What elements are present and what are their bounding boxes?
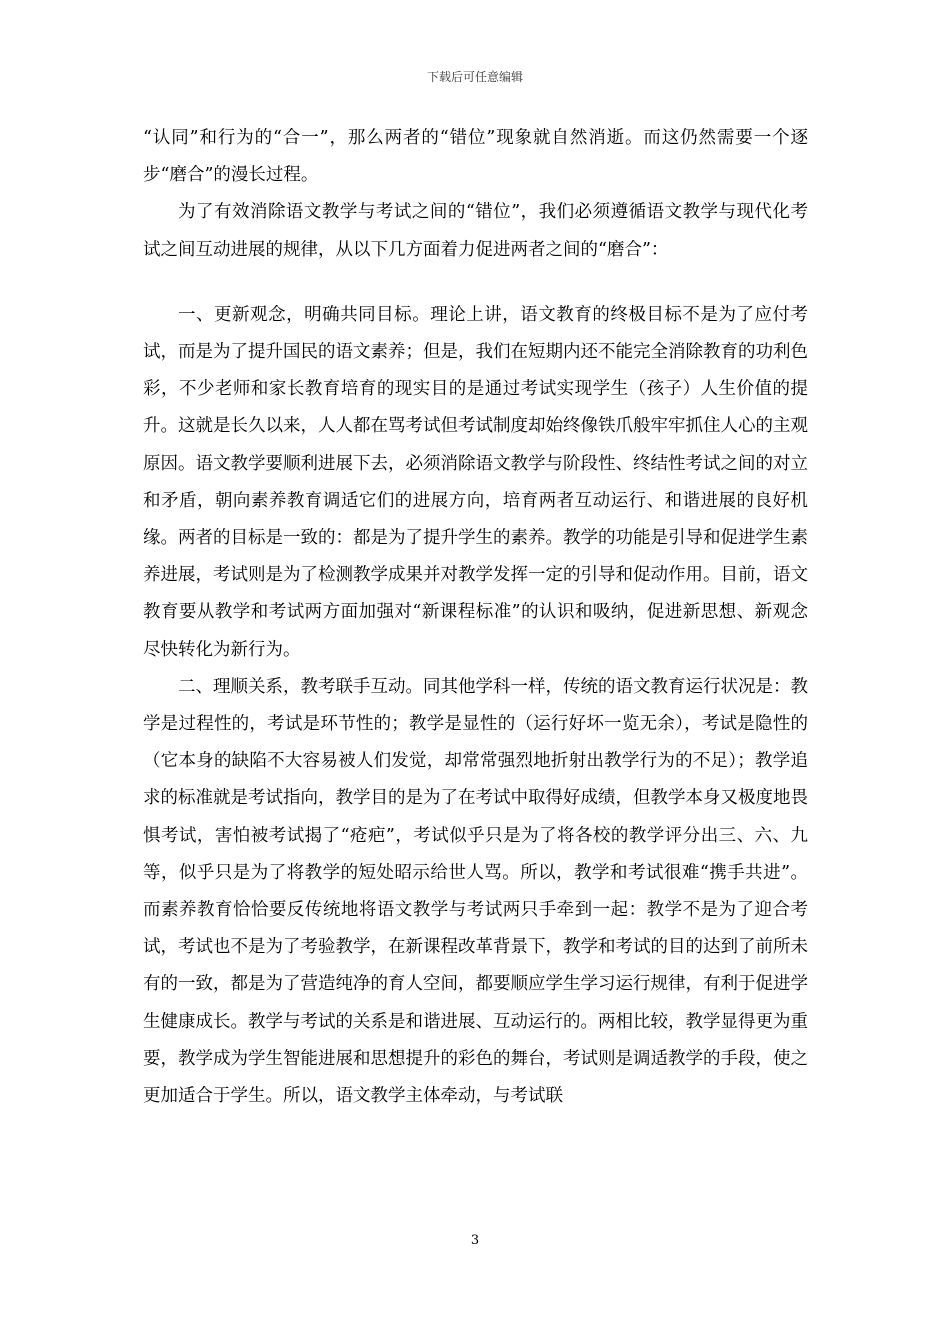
paragraph-point-one: 一、更新观念，明确共同目标。理论上讲，语文教育的终极目标不是为了应付考试，而是为了提升国民的语文素养；但是，我们在短期内还不能完全消除教育的功利色彩，不少老师和家长教育培育的现实目的是通过考试实现学生（孩子）人生价值的提升。这就是长久以来，人人都在骂考试但考试制度却始终像铁爪般牢牢抓住人心的主观原因。语文教学要顺利进展下去，必须消除语文教学与阶段性、终结性考试之间的对立和矛盾，朝向素养教育调适它们的进展方向，培育两者互动运行、和谐进展的良好机缘。两者的目标是一致的：都是为了提升学生的素养。教学的功能是引导和促进学生素养进展，考试则是为了检测教学成果并对教学发挥一定的引导和促动作用。目前，语文教育要从教学和考试两方面加强对“新课程标准”的认识和吸纳，促进新思想、新观念尽快转化为新行为。: [143, 304, 808, 660]
page-header: 下载后可任意编辑: [426, 70, 523, 84]
page-number: 3: [470, 1233, 480, 1248]
paragraph-point-two: 二、理顺关系，教考联手互动。同其他学科一样，传统的语文教育运行状况是：教学是过程性的，考试是环节性的；教学是显性的（运行好坏一览无余），考试是隐性的（它本身的缺陷不大容易被人们发觉，却常常强烈地折射出教学行为的不足）；教学追求的标准就是考试指向，教学目的是为了在考试中取得好成绩，但教学本身又极度地畏惧考试，害怕被考试揭了“疮疤”，考试似乎只是为了将各校的教学评分出三、六、九等，似乎只是为了将教学的短处昭示给世人骂。所以，教学和考试很难“携手共进”。而素养教育恰恰要反传统地将语文教学与考试两只手牵到一起：教学不是为了迎合考试，考试也不是为了考验教学，在新课程改革背景下，教学和考试的目的达到了前所未有的一致，都是为了营造纯净的育人空间，都要顺应学生学习运行规律，有利于促进学生健康成长。教学与考试的关系是和谐进展、互动运行的。两相比较，教学显得更为重要，教学成为学生智能进展和思想提升的彩色的舞台，考试则是调适教学的手段，使之更加适合于学生。所以，语文教学主体牵动，与考试联: [143, 676, 808, 1107]
paragraph-continuation: “认同”和行为的“合一”，那么两者的“错位”现象就自然消逝。而这仍然需要一个逐步“磨合”的漫长过程。: [143, 128, 808, 186]
paragraph-intro: 为了有效消除语文教学与考试之间的“错位”，我们必须遵循语文教学与现代化考试之间互动进展的规律，从以下几方面着力促进两者之间的“磨合”：: [143, 202, 808, 260]
blank-line: [143, 269, 808, 297]
document-body: [143, 120, 808, 1115]
